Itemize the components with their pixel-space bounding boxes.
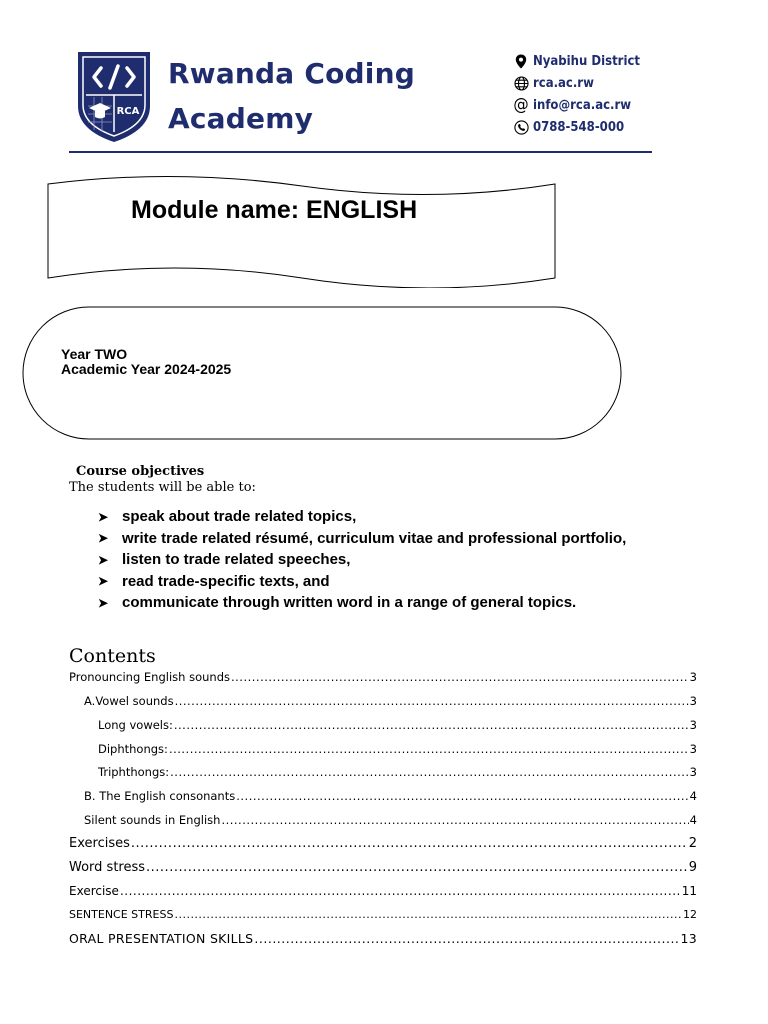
at-sign-icon: @ (513, 95, 529, 115)
website-text[interactable]: rca.ac.rw (533, 75, 594, 91)
location-pin-icon (512, 53, 530, 69)
contents-heading: Contents (69, 645, 156, 667)
contact-email[interactable] (512, 97, 631, 113)
year-label: Year TWO (61, 346, 128, 362)
toc-entry[interactable]: Word stress ..... 9 (69, 860, 697, 875)
list-item: ➤ read trade-specific texts, and (98, 572, 330, 590)
contact-website[interactable] (512, 75, 594, 91)
toc-entry[interactable]: Pronouncing English sounds ..... 3 (69, 670, 697, 684)
header-divider (69, 151, 652, 153)
org-name-line2: Academy (168, 102, 314, 135)
arrow-bullet-icon: ➤ (98, 531, 109, 546)
toc-entry[interactable]: Diphthongs: ..... 3 (98, 742, 697, 756)
phone-text[interactable]: 0788-548-000 (533, 119, 625, 135)
list-item: ➤ write trade related résumé, curriculum vitae and professional portfolio, (98, 529, 627, 547)
list-item: ➤ communicate through written word in a range of general topics. (98, 594, 577, 612)
rca-logo (74, 48, 154, 144)
arrow-bullet-icon: ➤ (98, 595, 109, 610)
contact-location (512, 53, 640, 69)
arrow-bullet-icon: ➤ (98, 574, 109, 589)
objectives-intro: The students will be able to: (69, 480, 256, 495)
toc-entry[interactable]: B. The English consonants ..... 4 (84, 789, 697, 803)
toc-entry[interactable]: ORAL PRESENTATION SKILLS ..... 13 (69, 931, 697, 946)
module-title: Module name: ENGLISH (131, 196, 418, 224)
toc-entry[interactable]: Exercises ..... 2 (69, 836, 697, 851)
objectives-list (98, 506, 626, 614)
toc-entry[interactable]: Silent sounds in English ..... 4 (84, 813, 697, 827)
academic-year-label: Academic Year 2024-2025 (61, 361, 232, 377)
list-item: ➤ speak about trade related topics, (98, 508, 357, 526)
contact-phone[interactable] (512, 119, 624, 135)
arrow-bullet-icon: ➤ (98, 509, 109, 524)
module-banner (44, 174, 560, 288)
location-text: Nyabihu District (533, 53, 640, 69)
toc-entry[interactable]: Triphthongs: ..... 3 (98, 765, 697, 779)
arrow-bullet-icon: ➤ (98, 552, 109, 567)
globe-icon (512, 75, 530, 91)
logo-text: RCA (116, 106, 140, 117)
toc-entry[interactable]: A.Vowel sounds ..... 3 (84, 694, 697, 708)
org-name-line1: Rwanda Coding (168, 57, 415, 90)
toc-entry[interactable]: SENTENCE STRESS ..... 12 (69, 908, 697, 921)
toc-entry[interactable]: Exercise ..... 11 (69, 884, 697, 898)
phone-icon (512, 119, 530, 135)
objectives-heading: Course objectives (76, 464, 205, 479)
toc-entry[interactable]: Long vowels: ..... 3 (98, 718, 697, 732)
email-text[interactable]: info@rca.ac.rw (533, 97, 632, 113)
list-item: ➤ listen to trade related speeches, (98, 551, 351, 569)
